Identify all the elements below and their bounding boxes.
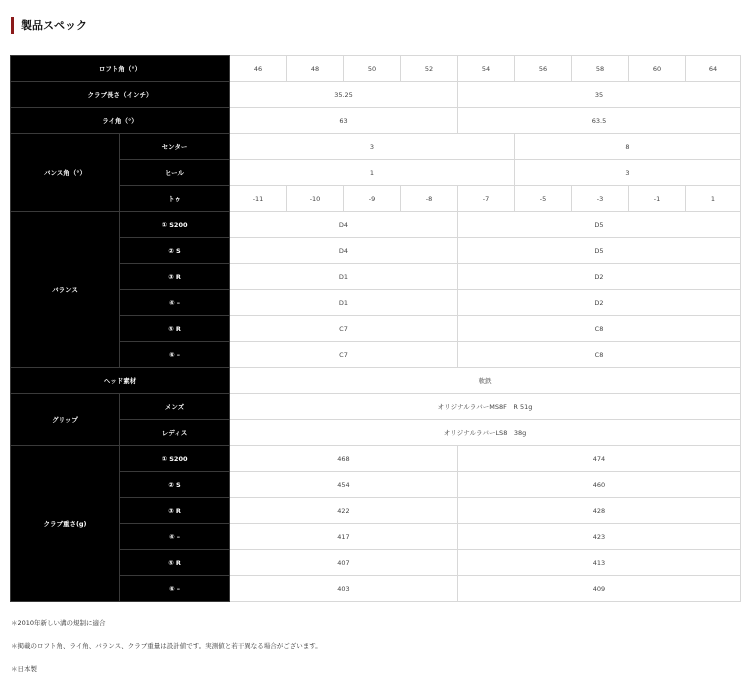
row-bounce-heel [11,160,741,186]
row-grip-mens [11,394,741,420]
subheader-ladies: レディス [120,420,230,446]
bounce-heel-value: 1 [230,160,515,186]
loft-value: 54 [458,56,515,82]
subheader-mens: メンズ [120,394,230,420]
length-value: 35.25 [230,82,458,108]
subheader-center: センター [120,134,230,160]
loft-value: 60 [629,56,686,82]
head-material-value: 軟鉄 [230,368,741,394]
lie-value: 63.5 [458,108,741,134]
loft-value: 46 [230,56,287,82]
subheader-shaft: ⑥ – [120,576,230,602]
loft-value: 56 [515,56,572,82]
subheader-shaft: ③ R [120,498,230,524]
row-weight [11,576,741,602]
balance-value: D4 [230,212,458,238]
weight-value: 407 [230,550,458,576]
loft-value: 58 [572,56,629,82]
row-loft [11,56,741,82]
loft-value: 64 [686,56,741,82]
footnote: ＊2010年新しい溝の規制に適合 [11,619,106,627]
balance-value: C7 [230,316,458,342]
bounce-toe-value: -3 [572,186,629,212]
weight-value: 413 [458,550,741,576]
weight-value: 423 [458,524,741,550]
balance-value: C7 [230,342,458,368]
page-title: 製品スペック [11,17,87,34]
weight-value: 409 [458,576,741,602]
balance-value: D1 [230,264,458,290]
length-value: 35 [458,82,741,108]
balance-value: D1 [230,290,458,316]
weight-value: 454 [230,472,458,498]
subheader-shaft: ⑥ – [120,342,230,368]
weight-value: 468 [230,446,458,472]
weight-value: 422 [230,498,458,524]
subheader-shaft: ② S [120,472,230,498]
row-weight [11,472,741,498]
spec-table [10,55,741,602]
row-weight [11,498,741,524]
row-balance [11,342,741,368]
row-weight [11,524,741,550]
row-grip-ladies [11,420,741,446]
row-header-bounce: バンス角（°） [11,134,120,212]
weight-value: 460 [458,472,741,498]
row-balance [11,238,741,264]
bounce-toe-value: -10 [287,186,344,212]
bounce-toe-value: -7 [458,186,515,212]
subheader-shaft: ⑤ R [120,316,230,342]
grip-ladies-value: オリジナルラバーLS8 38g [230,420,741,446]
row-head-material [11,368,741,394]
subheader-shaft: ⑤ R [120,550,230,576]
row-header-weight: クラブ重さ(g) [11,446,120,602]
bounce-toe-value: -9 [344,186,401,212]
bounce-toe-value: 1 [686,186,741,212]
row-balance [11,264,741,290]
subheader-shaft: ④ – [120,524,230,550]
weight-value: 417 [230,524,458,550]
row-header-grip: グリップ [11,394,120,446]
bounce-toe-value: -8 [401,186,458,212]
row-bounce-center [11,134,741,160]
balance-value: C8 [458,316,741,342]
subheader-toe: トゥ [120,186,230,212]
row-bounce-toe [11,186,741,212]
subheader-shaft: ④ – [120,290,230,316]
bounce-heel-value: 3 [515,160,741,186]
subheader-heel: ヒール [120,160,230,186]
weight-value: 474 [458,446,741,472]
loft-value: 50 [344,56,401,82]
balance-value: D5 [458,238,741,264]
grip-mens-value: オリジナルラバーMS8F R 51g [230,394,741,420]
row-balance [11,316,741,342]
bounce-toe-value: -5 [515,186,572,212]
row-balance [11,290,741,316]
row-balance [11,212,741,238]
bounce-toe-value: -1 [629,186,686,212]
weight-value: 428 [458,498,741,524]
balance-value: C8 [458,342,741,368]
row-header-lie: ライ角（°） [11,108,230,134]
balance-value: D2 [458,290,741,316]
row-weight [11,550,741,576]
loft-value: 48 [287,56,344,82]
balance-value: D2 [458,264,741,290]
row-weight [11,446,741,472]
row-header-loft: ロフト角（°） [11,56,230,82]
row-header-head-material: ヘッド素材 [11,368,230,394]
balance-value: D4 [230,238,458,264]
bounce-center-value: 8 [515,134,741,160]
footnote: ＊日本製 [11,665,37,673]
bounce-center-value: 3 [230,134,515,160]
lie-value: 63 [230,108,458,134]
row-header-balance: バランス [11,212,120,368]
loft-value: 52 [401,56,458,82]
row-length [11,82,741,108]
subheader-shaft: ② S [120,238,230,264]
subheader-shaft: ① S200 [120,212,230,238]
row-lie [11,108,741,134]
balance-value: D5 [458,212,741,238]
subheader-shaft: ③ R [120,264,230,290]
bounce-toe-value: -11 [230,186,287,212]
weight-value: 403 [230,576,458,602]
row-header-length: クラブ長さ（インチ） [11,82,230,108]
footnote: ＊掲載のロフト角、ライ角、バランス、クラブ重量は設計値です。実測値と若干異なる場合がございます。 [11,642,322,650]
subheader-shaft: ① S200 [120,446,230,472]
